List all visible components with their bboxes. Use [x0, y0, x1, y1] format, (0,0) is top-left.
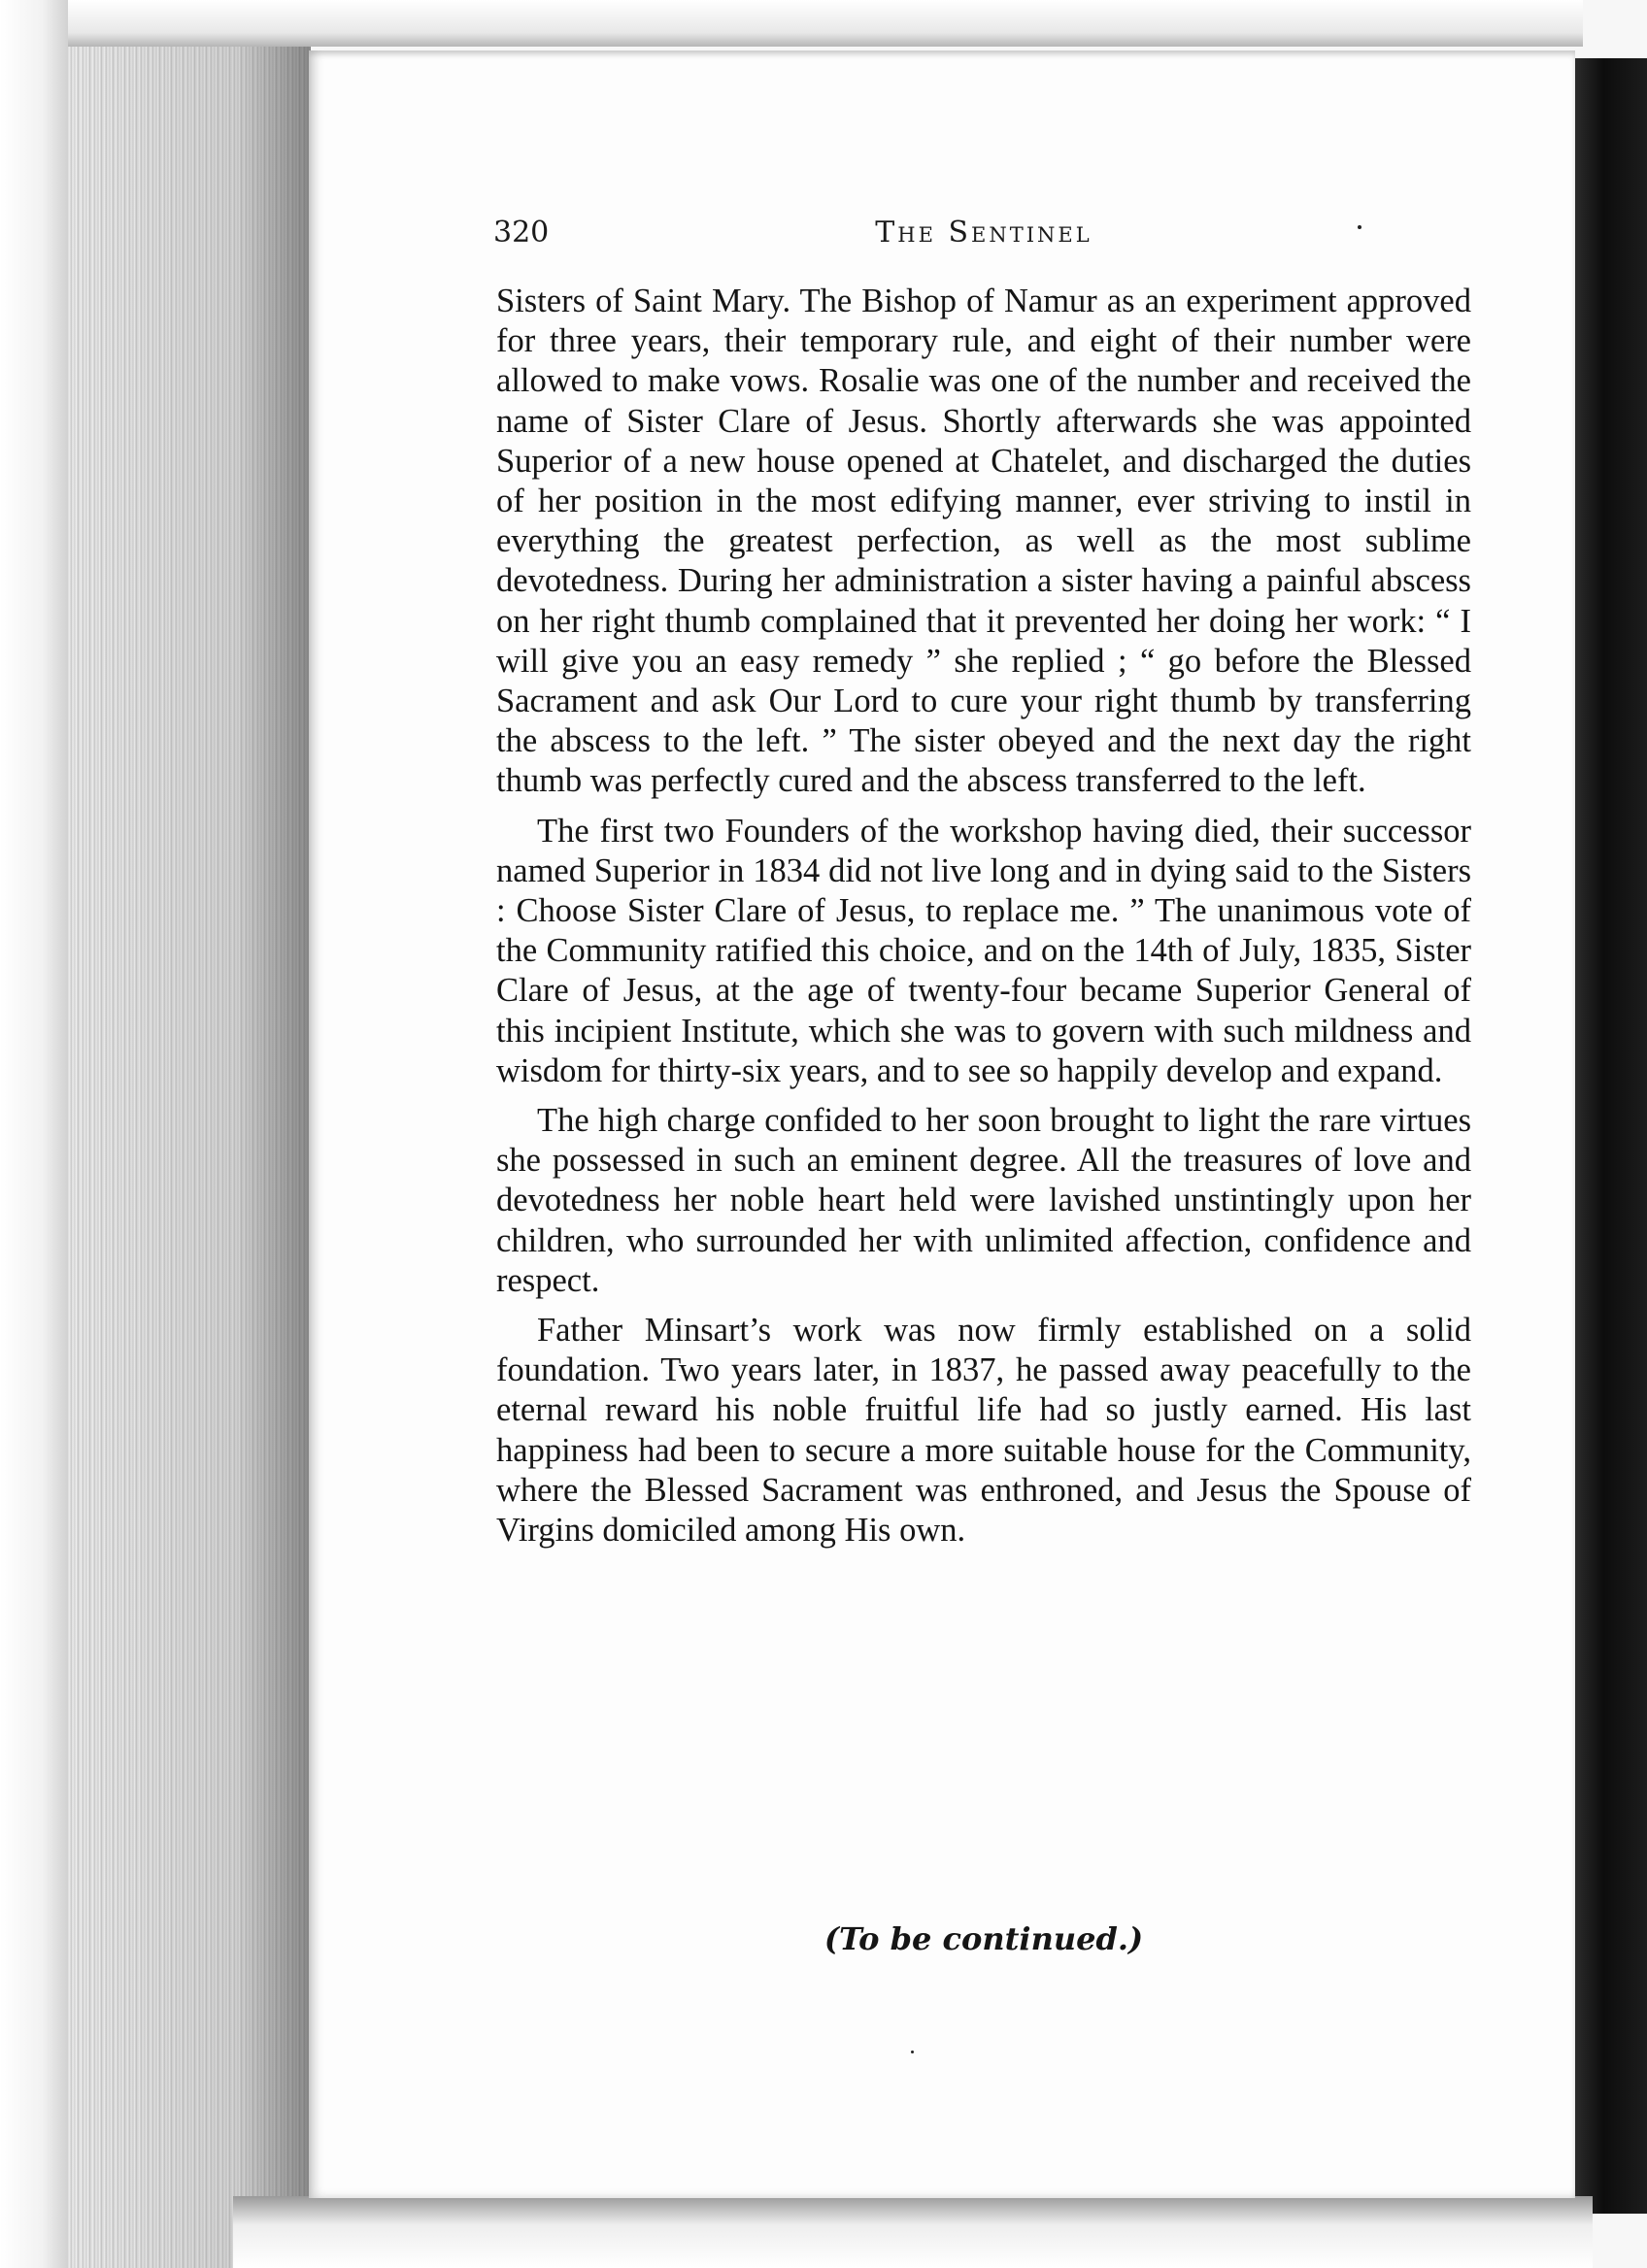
page-header — [493, 216, 1474, 274]
article-body — [496, 282, 1471, 1560]
ink-speck — [911, 2051, 914, 2053]
scan-margin-bottom — [233, 2196, 1593, 2268]
paragraph-2: The first two Founders of the workshop having died, their successor named Superior in 1834 did not live long and in dying said to the Sisters : Choose Sister Clare of Jesus, to replace me. ” The unanimous vote of the Community ratified this choice, and on the 14th of July, 1835, Sister Clare of Jesus, at the age of twenty-four became Superior General of this incipient Institute, which she was to govern with such mildness and wisdom for thirty-six years, and to see so happily develop and expand. — [496, 812, 1471, 1089]
paragraph-3: The high charge confided to her soon brought to light the rare virtues she possessed in such an eminent degree. All the treasures of love and devotedness her noble heart held were lavished unstintingly upon her children, who surrounded her with unlimited affection, confidence and respect. — [496, 1102, 1471, 1299]
page-number: 320 — [493, 216, 550, 250]
gutter-shadow — [1575, 58, 1647, 2214]
paragraph-1: Sisters of Saint Mary. The Bishop of Namur as an experiment approved for three years, their temporary rule, and eight of their number were allowed to make vows. Rosalie was one of the number and received the name of Sister Clare of Jesus. Shortly afterwards she was appointed Superior of a new house opened at Chatelet, and discharged the duties of her position in the most edifying manner, ever striving to instil in everything the greatest perfection, as well as the most sublime devotedness. During her administration a sister having a painful abscess on her right thumb complained that it prevented her doing her work: “ I will give you an easy remedy ” she replied ; “ go before the Blessed Sacrament and ask Our Lord to cure your right thumb by transferring the abscess to the left. ” The sister obeyed and the next day the right thumb was perfectly cured and the abscess transferred to the left. — [496, 283, 1471, 800]
book-page-edges — [68, 0, 311, 2268]
paragraph-4: Father Minsart’s work was now firmly established on a solid foundation. Two years later, in 1837, he passed away peacefully to the eternal reward his noble fruitful life had so justly earned. His last happiness had been to secure a more suitable house for the Community, where the Blessed Sacrament was enthroned, and Jesus the Spouse of Virgins domiciled among His own. — [496, 1312, 1471, 1550]
to-be-continued-note: (To be continued.) — [824, 1920, 1144, 1957]
scan-margin-left — [0, 0, 70, 2268]
running-title: The Sentinel — [875, 216, 1092, 250]
scan-margin-top — [68, 0, 1583, 47]
